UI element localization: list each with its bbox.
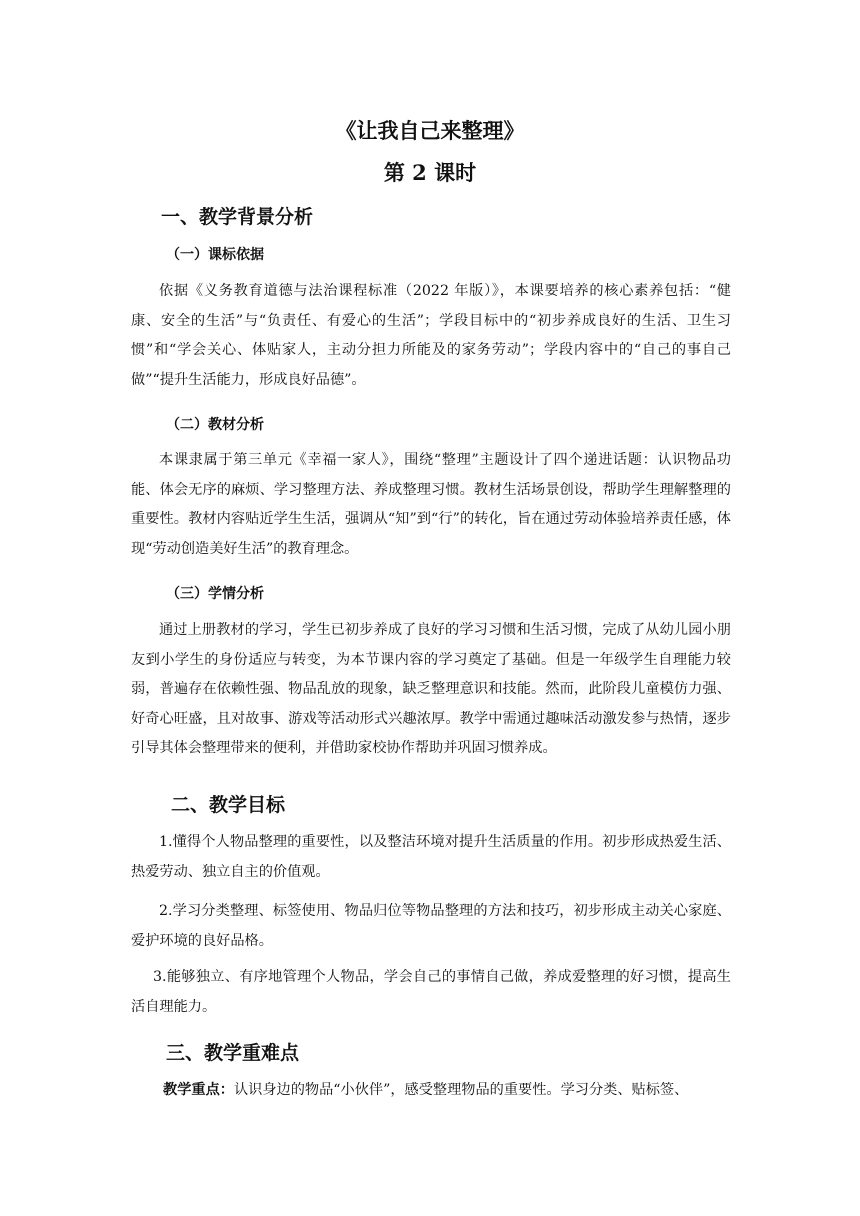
- paragraph-key-point: [131, 1076, 731, 1106]
- objective-item: 3.能够独立、有序地管理个人物品，学会自己的事情自己做，养成爱整理的好习惯，提高生活自理能力。: [131, 969, 731, 1015]
- document-subtitle: 第 2 课时: [383, 160, 477, 185]
- document-title: 《让我自己来整理》: [335, 118, 525, 143]
- section-heading-background: 一、教学背景分析: [161, 206, 314, 228]
- section-heading-key-points: 三、教学重难点: [166, 1042, 300, 1064]
- objective-item: 2.学习分类整理、标签使用、物品归位等物品整理的方法和技巧，初步形成主动关心家庭、爱护环境的良好品格。: [131, 903, 731, 949]
- paragraph-textbook: 本课隶属于第三单元《幸福一家人》，围绕“整理”主题设计了四个递进话题：认识物品功能、体会无序的麻烦、学习整理方法、养成整理习惯。教材生活场景创设，帮助学生理解整理的重要性。教材内容贴近学生生活，强调从“知”到“行”的转化，旨在通过劳动体验培养责任感，体现“劳动创造美好生活”的教育理念。: [131, 452, 731, 557]
- subsection-heading-learners: （三）学情分析: [166, 586, 264, 602]
- paragraph-learners: 通过上册教材的学习，学生已初步养成了良好的学习习惯和生活习惯，完成了从幼儿园小朋友到小学生的身份适应与转变，为本节课内容的学习奠定了基础。但是一年级学生自理能力较弱，普遍存在依赖性强、物品乱放的现象，缺乏整理意识和技能。然而，此阶段儿童模仿力强、好奇心旺盛，且对故事、游戏等活动形式兴趣浓厚。教学中需通过趣味活动激发参与热情，逐步引导其体会整理带来的便利，并借助家校协作帮助并巩固习惯养成。: [131, 622, 731, 756]
- paragraph-curriculum: 依据《义务教育道德与法治课程标准（2022 年版）》，本课要培养的核心素养包括：“健康、安全的生活”与“负责任、有爱心的生活”；学段目标中的“初步养成良好的生活、卫生习惯”和“学会关心、体贴家人，主动分担力所能及的家务劳动”；学段内容中的“自己的事自己做”“提升生活能力，形成良好品德”。: [131, 283, 731, 388]
- subsection-heading-curriculum: （一）课标依据: [166, 247, 264, 263]
- section-heading-objectives: 二、教学目标: [171, 794, 286, 816]
- objective-item: 1.懂得个人物品整理的重要性，以及整洁环境对提升生活质量的作用。初步形成热爱生活、热爱劳动、独立自主的价值观。: [131, 834, 731, 880]
- key-point-text: 认识身边的物品“小伙伴”，感受整理物品的重要性。学习分类、贴标签、: [233, 1082, 689, 1098]
- subsection-heading-textbook: （二）教材分析: [166, 417, 264, 433]
- key-point-label: 教学重点：: [163, 1082, 234, 1098]
